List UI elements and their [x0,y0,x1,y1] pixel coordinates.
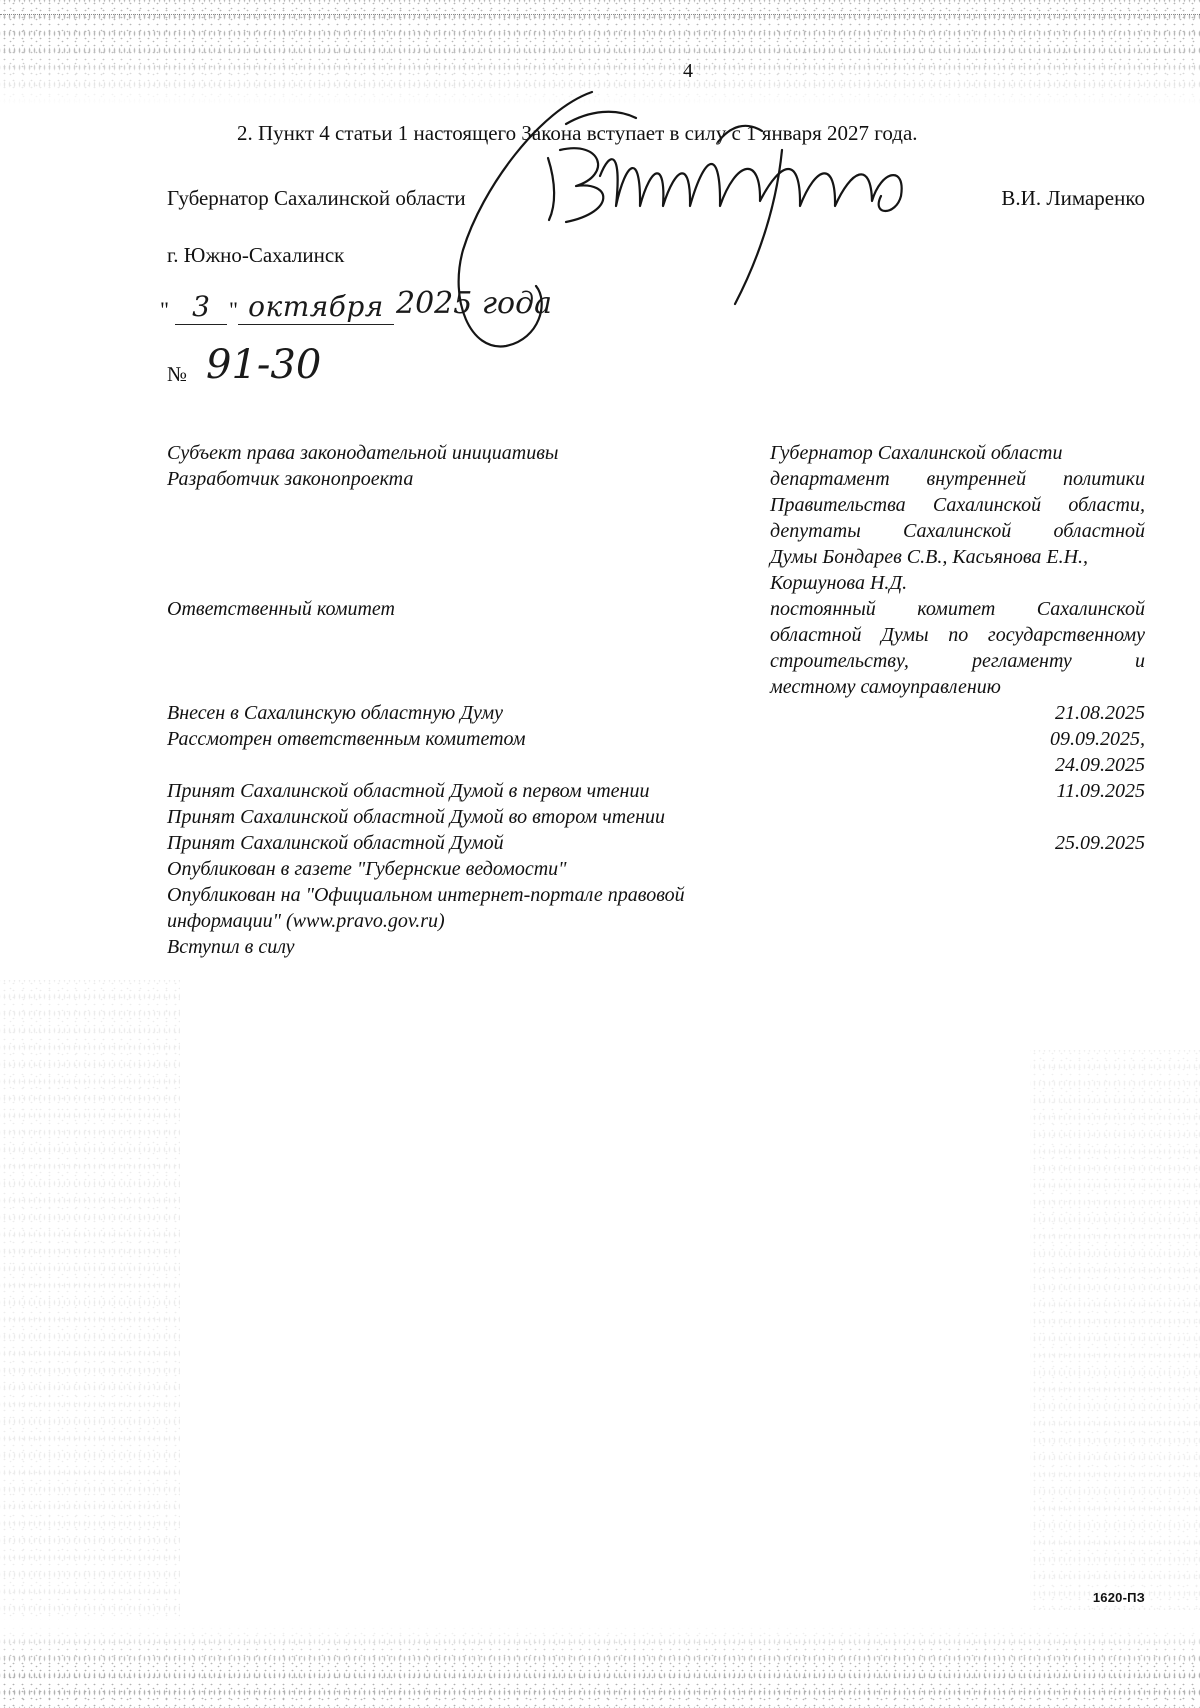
passport-value [770,596,1145,700]
date-month: октября [248,290,384,323]
passport-date-empty [770,934,1145,960]
passport-label: Принят Сахалинской областной Думой [167,832,504,854]
passport-label-line: информации" (www.pravo.gov.ru) [167,910,445,932]
date-day-field [175,290,227,325]
passport-date-value: 24.09.2025 [1055,754,1145,776]
passport-date-empty [770,856,1145,882]
scan-noise-right [1030,1050,1200,1610]
passport-label: Принят Сахалинской областной Думой во втором чтении [167,806,666,828]
passport-label: Принят Сахалинской областной Думой в первом чтении [167,780,650,802]
passport-value-line: местному самоуправлению [770,676,1001,698]
passport-value-line: Правительства Сахалинской области, [770,494,1145,516]
passport-value-line: Коршунова Н.Д. [770,572,908,594]
passport-label-line: Опубликован на "Официальном интернет-портале правовой [167,884,685,906]
date-year: 2025 года [396,286,553,321]
law-clause: 2. Пункт 4 статьи 1 настоящего Закона вступает в силу с 1 января 2027 года. [237,121,918,145]
date-open-quote: " [160,297,169,322]
passport-value-line: депутаты Сахалинской областной [770,520,1145,542]
passport-label: Рассмотрен ответственным комитетом [167,728,526,750]
passport-label: Субъект права законодательной инициативы [167,442,559,464]
governor-name: В.И. Лимаренко [1001,186,1145,210]
law-number: 91-30 [206,342,322,388]
passport-value [770,440,1145,466]
passport-date [770,726,1145,778]
passport-value-line: Думы Бондарев С.В., Касьянова Е.Н., [770,546,1089,568]
date-month-field [238,290,394,325]
passport-date-value: 09.09.2025, [1050,728,1145,750]
passport-date-value: 25.09.2025 [1055,832,1145,854]
passport-date-empty [770,804,1145,830]
law-passport-table [167,440,1145,960]
governor-title: Губернатор Сахалинской области [167,186,466,210]
scan-noise-bottom [0,1625,1200,1708]
passport-value-line: областной Думы по государственному [770,624,1145,646]
scan-noise-left [0,980,180,1620]
passport-date [770,830,1145,856]
passport-date [770,700,1145,726]
passport-value-line: строительству, регламенту и [770,650,1145,672]
passport-date-value: 11.09.2025 [1056,780,1145,802]
passport-label: Ответственный комитет [167,598,395,620]
passport-label: Разработчик законопроекта [167,468,414,490]
page-number: 4 [683,60,693,82]
scan-noise-top [0,0,1200,105]
document-code: 1620-ПЗ [1092,1590,1145,1605]
passport-date [770,778,1145,804]
scan-edge-line [0,14,1200,15]
passport-value-line: постоянный комитет Сахалинской [770,598,1145,620]
passport-value-line: Губернатор Сахалинской области [770,442,1063,464]
passport-label: Вступил в силу [167,936,295,958]
passport-value [770,466,1145,596]
passport-label: Внесен в Сахалинскую областную Думу [167,702,504,724]
signing-place: г. Южно-Сахалинск [167,243,345,267]
date-day: 3 [192,290,210,323]
passport-label: Опубликован в газете "Губернские ведомости" [167,858,567,880]
number-sign: № [167,362,188,386]
date-close-quote: " [229,297,238,322]
passport-label-multiline [167,882,767,934]
passport-value-line: департамент внутренней политики [770,468,1145,490]
passport-date-value: 21.08.2025 [1055,702,1145,724]
passport-date-empty [770,882,1145,934]
